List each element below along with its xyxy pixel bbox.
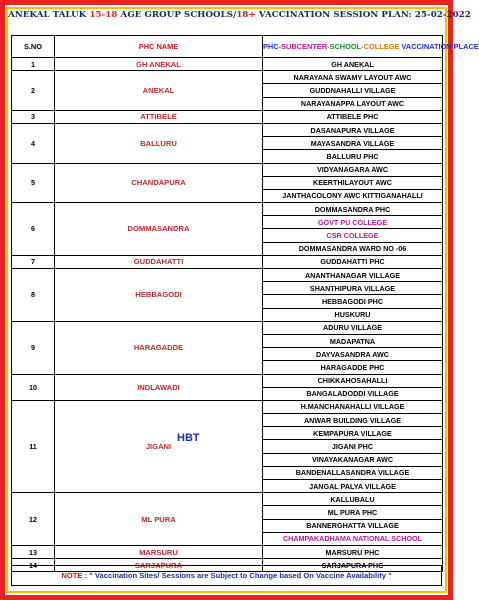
title-date: VACCINATION SESSION PLAN: 25-02-2022 — [255, 10, 471, 20]
vaccination-place-cell: HUSKURU — [263, 308, 443, 321]
table-row — [12, 400, 443, 413]
vaccination-place-cell: JANTHACOLONY AWC KITTIGANAHALLI — [263, 189, 443, 202]
vaccination-place-cell: HARAGADDE PHC — [263, 361, 443, 374]
title-schools: AGE GROUP SCHOOLS/ — [117, 10, 237, 20]
table-row — [12, 110, 443, 123]
vaccination-place-cell: DASANAPURA VILLAGE — [263, 123, 443, 136]
vaccination-place-cell: GUDDNAHALLI VILLAGE — [263, 84, 443, 97]
table-row — [12, 163, 443, 176]
title-age-range: 15-18 — [89, 10, 118, 20]
vaccination-place-cell: GUDDAHATTI PHC — [263, 255, 443, 268]
vaccination-place-cell: SHANTHIPURA VILLAGE — [263, 282, 443, 295]
title-taluk: ANEKAL TALUK — [8, 10, 90, 20]
phc-name-cell: DOMMASANDRA — [55, 203, 263, 256]
phc-name-cell: INDLAWADI — [55, 374, 263, 400]
table-row — [12, 58, 443, 71]
table-row — [12, 493, 443, 506]
vaccination-place-cell: GH ANEKAL — [263, 58, 443, 71]
vaccination-place-cell: VIDYANAGARA AWC — [263, 163, 443, 176]
vaccination-place-cell: BANGALADODDI VILLAGE — [263, 387, 443, 400]
sno-cell: 8 — [12, 269, 55, 322]
table-row — [12, 545, 443, 558]
vaccination-place-cell: KALLUBALU — [263, 493, 443, 506]
vaccination-place-cell: ADURU VILLAGE — [263, 321, 443, 334]
phc-name-cell: ANEKAL — [55, 71, 263, 111]
hbt-watermark: HBT — [177, 432, 200, 444]
vaccination-place-cell: MARSURU PHC — [263, 545, 443, 558]
table-row — [12, 71, 443, 84]
phc-name-cell: HARAGADDE — [55, 321, 263, 374]
table-row — [12, 374, 443, 387]
vaccination-place-cell: MADAPATNA — [263, 334, 443, 347]
vaccination-place-cell: KEMPAPURA VILLAGE — [263, 427, 443, 440]
vaccination-place-cell: BANDENALLASANDRA VILLAGE — [263, 466, 443, 479]
vaccination-place-cell: DAYVASANDRA AWC — [263, 348, 443, 361]
vaccination-place-cell: KEERTHILAYOUT AWC — [263, 176, 443, 189]
sno-cell: 11 — [12, 400, 55, 492]
vaccination-place-cell: CHIKKAHOSAHALLI — [263, 374, 443, 387]
vaccination-place-cell: DOMMASANDRA PHC — [263, 203, 443, 216]
phc-name-cell: GH ANEKAL — [55, 58, 263, 71]
sno-cell: 14 — [12, 559, 55, 572]
page-title — [0, 10, 479, 20]
vaccination-table — [11, 35, 479, 572]
table-body — [12, 58, 443, 572]
sno-cell: 7 — [12, 255, 55, 268]
vaccination-place-cell: CSR COLLEGE — [263, 229, 443, 242]
phc-name-cell: SARJAPURA — [55, 559, 263, 572]
note-text: : " Vaccination Sites/ Sessions are Subject to Change based On Vaccine Availability " — [82, 571, 392, 580]
vaccination-place-cell: MAYASANDRA VILLAGE — [263, 137, 443, 150]
header-phc-name: PHC NAME — [55, 36, 263, 58]
phc-name-cell: MARSURU — [55, 545, 263, 558]
phc-name-cell: GUDDAHATTI — [55, 255, 263, 268]
vaccination-place-cell: VINAYAKANAGAR AWC — [263, 453, 443, 466]
sno-cell: 12 — [12, 493, 55, 546]
table-header-row — [12, 36, 443, 58]
sno-cell: 6 — [12, 203, 55, 256]
vaccination-place-cell: JANGAL PALYA VILLAGE — [263, 480, 443, 493]
note-banner — [11, 565, 442, 586]
table-row — [12, 255, 443, 268]
vaccination-place-cell: JIGANI PHC — [263, 440, 443, 453]
sno-cell: 10 — [12, 374, 55, 400]
table-row — [12, 123, 443, 136]
table-row — [12, 321, 443, 334]
phc-name-cell: CHANDAPURA — [55, 163, 263, 203]
phc-name-cell: BALLURU — [55, 123, 263, 163]
sno-cell: 4 — [12, 123, 55, 163]
vaccination-place-cell: H.MANCHANAHALLI VILLAGE — [263, 400, 443, 413]
header-sno: S.NO — [12, 36, 55, 58]
vaccination-place-cell: CHAMPAKADHAMA NATIONAL SCHOOL — [263, 532, 443, 545]
note-label: NOTE — [61, 571, 83, 580]
sno-cell: 1 — [12, 58, 55, 71]
vaccination-place-cell: BANNERGHATTA VILLAGE — [263, 519, 443, 532]
title-adult: 18+ — [236, 10, 256, 20]
vaccination-place-cell: NARAYANAPPA LAYOUT AWC — [263, 97, 443, 110]
table-row — [12, 269, 443, 282]
vaccination-place-cell: NARAYANA SWAMY LAYOUT AWC — [263, 71, 443, 84]
vaccination-place-cell: ANWAR BUILDING VILLAGE — [263, 414, 443, 427]
phc-name-cell: ML PURA — [55, 493, 263, 546]
header-vaccination-place: PHC-SUBCENTER-SCHOOL-COLLEGE VACCINATION PLACE — [263, 36, 443, 58]
table-row — [12, 203, 443, 216]
vaccination-place-cell: SARJAPURA PHC — [263, 559, 443, 572]
vaccination-place-cell: ANANTHANAGAR VILLAGE — [263, 269, 443, 282]
vaccination-place-cell: ML PURA PHC — [263, 506, 443, 519]
sno-cell: 9 — [12, 321, 55, 374]
sno-cell: 13 — [12, 545, 55, 558]
phc-name-cell: ATTIBELE — [55, 110, 263, 123]
vaccination-place-cell: GOVT PU COLLEGE — [263, 216, 443, 229]
vaccination-place-cell: BALLURU PHC — [263, 150, 443, 163]
sno-cell: 5 — [12, 163, 55, 203]
phc-name-cell: JIGANI — [55, 400, 263, 492]
vaccination-place-cell: ATTIBELE PHC — [263, 110, 443, 123]
vaccination-place-cell: HEBBAGODI PHC — [263, 295, 443, 308]
sno-cell: 2 — [12, 71, 55, 111]
vaccination-place-cell: DOMMASANDRA WARD NO -06 — [263, 242, 443, 255]
sno-cell: 3 — [12, 110, 55, 123]
phc-name-cell: HEBBAGODI — [55, 269, 263, 322]
